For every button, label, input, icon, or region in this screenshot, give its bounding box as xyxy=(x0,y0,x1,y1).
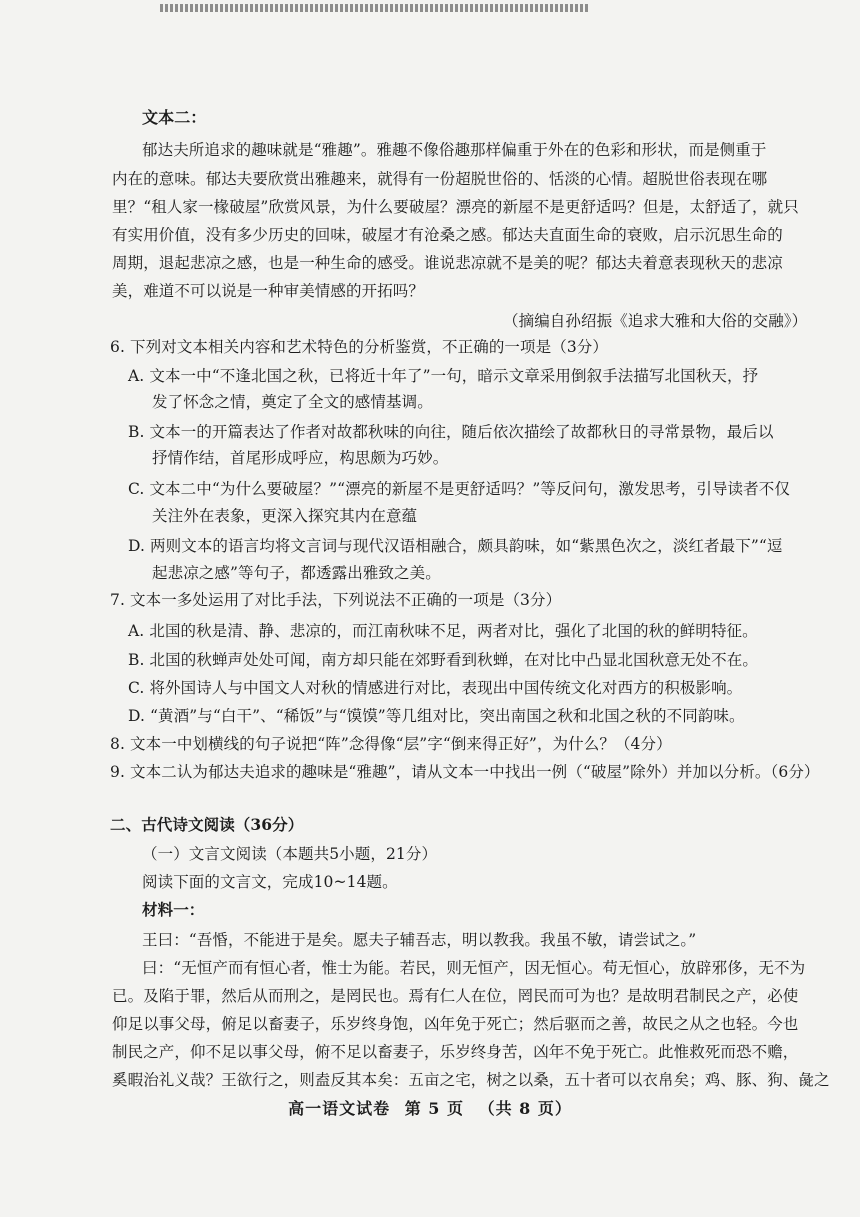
classical-line-5: 制民之产，仰不足以事父母，俯不足以畜妻子，乐岁终身苦，凶年不免于死亡。此惟救死而恐不赡， xyxy=(112,1043,799,1061)
classical-line-2: 曰：“无恒产而有恒心者，惟士为能。若民，则无恒产，因无恒心。苟无恒心，放辟邪侈，无不为 xyxy=(142,959,806,977)
text2-heading: 文本二： xyxy=(142,108,207,127)
classical-line-4: 仰足以事父母，俯足以畜妻子，乐岁终身饱，凶年免于死亡；然后驱而之善，故民之从之也轻。今也 xyxy=(112,1015,799,1033)
text2-line-4: 有实用价值，没有多少历史的回味，破屋才有沧桑之感。郁达夫直面生命的衰败，启示沉思生命的 xyxy=(112,226,783,244)
section2-title: 二、古代诗文阅读（36分） xyxy=(110,815,304,834)
text2-line-1: 郁达夫所追求的趣味就是“雅趣”。雅趣不像俗趣那样偏重于外在的色彩和形状，而是侧重于 xyxy=(142,141,767,159)
q6-option-b: B. 文本一的开篇表达了作者对故都秋味的向往，随后依次描绘了故都秋日的寻常景物，最后以 xyxy=(128,423,774,441)
q7-option-c: C. 将外国诗人与中国文人对秋的情感进行对比，表现出中国传统文化对西方的积极影响。 xyxy=(128,679,743,697)
classical-line-6: 奚暇治礼义哉？王欲行之，则盍反其本矣：五亩之宅，树之以桑，五十者可以衣帛矣；鸡、豚、狗、彘之 xyxy=(112,1071,830,1089)
q7-stem: 7. 文本一多处运用了对比手法，下列说法不正确的一项是（3分） xyxy=(110,591,562,609)
footer-page: 第 5 页 xyxy=(404,1099,464,1118)
q6-option-d: D. 两则文本的语言均将文言词与现代汉语相融合，颇具韵味，如“紫黑色次之，淡红者最下”“逗 xyxy=(128,537,783,555)
text2-line-5: 周期，退起悲凉之感，也是一种生命的感受。谁说悲凉就不是美的呢？郁达夫着意表现秋天的悲凉 xyxy=(112,254,783,272)
q7-option-a: A. 北国的秋是清、静、悲凉的，而江南秋味不足，两者对比，强化了北国的秋的鲜明特征。 xyxy=(128,622,758,640)
page-footer xyxy=(0,1096,860,1119)
footer-course: 高一语文试卷 xyxy=(288,1099,391,1118)
classical-line-1: 王曰：“吾惛，不能进于是矣。愿夫子辅吾志，明以教我。我虽不敏，请尝试之。” xyxy=(142,931,697,949)
classical-line-3: 已。及陷于罪，然后从而刑之，是罔民也。焉有仁人在位，罔民而可为也？是故明君制民之产，必使 xyxy=(112,987,799,1005)
text2-line-3: 里？“租人家一椽破屋”欣赏风景，为什么要破屋？漂亮的新屋不是更舒适吗？但是，太舒适了，就只 xyxy=(112,198,799,216)
text2-line-6: 美，难道不可以说是一种审美情感的开拓吗？ xyxy=(112,282,425,300)
q6-stem: 6. 下列对文本相关内容和艺术特色的分析鉴赏，不正确的一项是（3分） xyxy=(110,338,608,356)
q6-option-a-cont: 发了怀念之情，奠定了全文的感情基调。 xyxy=(152,393,433,411)
material-1-label: 材料一： xyxy=(142,900,205,919)
q6-option-d-cont: 起悲凉之感”等句子，都透露出雅致之美。 xyxy=(152,564,441,582)
q6-option-a: A. 文本一中“不逢北国之秋，已将近十年了”一句，暗示文章采用倒叙手法描写北国秋天，抒 xyxy=(128,367,759,385)
section2-instruction: 阅读下面的文言文，完成10~14题。 xyxy=(142,873,398,891)
q9-stem: 9. 文本二认为郁达夫追求的趣味是“雅趣”，请从文本一中找出一例（“破屋”除外）并加以分析。（6分） xyxy=(110,763,820,781)
q6-option-c: C. 文本二中“为什么要破屋？”“漂亮的新屋不是更舒适吗？”等反问句，激发思考，引导读者不仅 xyxy=(128,480,790,498)
q7-option-d: D. “黄酒”与“白干”、“稀饭”与“馍馍”等几组对比，突出南国之秋和北国之秋的不同韵味。 xyxy=(128,707,745,725)
text2-line-2: 内在的意味。郁达夫要欣赏出雅趣来，就得有一份超脱世俗的、恬淡的心情。超脱世俗表现在哪 xyxy=(112,170,768,188)
q6-option-b-cont: 抒情作结，首尾形成呼应，构思颇为巧妙。 xyxy=(152,449,449,467)
q7-option-b: B. 北国的秋蝉声处处可闻，南方却只能在郊野看到秋蝉，在对比中凸显北国秋意无处不在。 xyxy=(128,651,758,669)
q6-option-c-cont: 关注外在表象，更深入探究其内在意蕴 xyxy=(152,507,418,525)
footer-total: （共 8 页） xyxy=(478,1099,572,1118)
text2-source: （摘编自孙绍振《追求大雅和大俗的交融》） xyxy=(503,312,808,330)
section2-subtitle: （一）文言文阅读（本题共5小题，21分） xyxy=(142,845,438,863)
q8-stem: 8. 文本一中划横线的句子说把“阵”念得像“层”字“倒来得正好”，为什么？（4分） xyxy=(110,735,672,753)
